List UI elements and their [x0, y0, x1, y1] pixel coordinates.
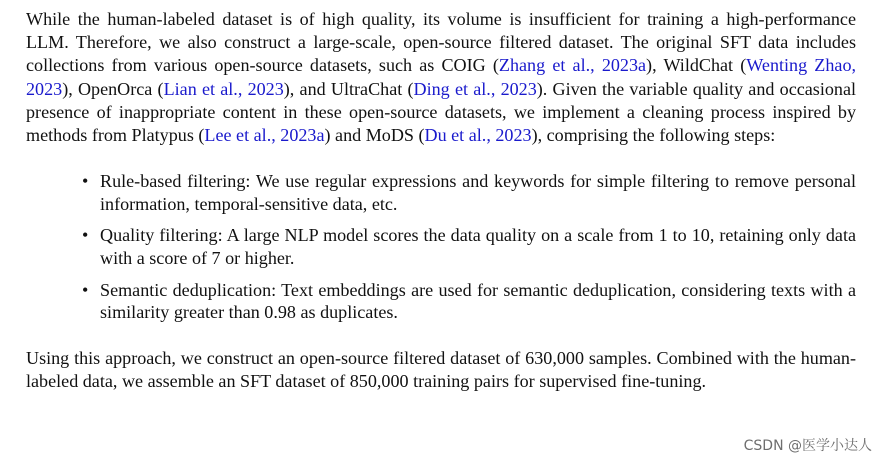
- citation-wenting-zhao-2023[interactable]: Wenting Zhao, 2023: [26, 55, 857, 99]
- list-item-quality-filtering: [82, 224, 856, 269]
- bullet-glyph: •: [82, 225, 89, 246]
- intro-text: ), OpenOrca (: [62, 78, 164, 99]
- citation-lee-2023a[interactable]: Lee et al., 2023a: [204, 125, 325, 146]
- csdn-watermark: CSDN @医学小达人: [743, 438, 872, 454]
- conclusion-paragraph: Using this approach, we construct an open-source filtered dataset of 630,000 samples. Combined with the human-labeled data, we assemble an SFT dataset of 850,000 training pairs for supervised fine-tuning.: [26, 347, 856, 391]
- intro-text: ). Given the variable quality and occasional presence of inappropriate content in these open-source datasets, we implement a cleaning process inspired by methods from Platypus (: [26, 78, 857, 146]
- intro-text: ), WildChat (: [646, 55, 747, 76]
- intro-text: ) and MoDS (: [324, 125, 425, 146]
- bullet-glyph: •: [82, 171, 89, 192]
- list-item-semantic-deduplication: [82, 279, 856, 324]
- intro-paragraph: [26, 8, 856, 147]
- list-item-text: Rule-based filtering: We use regular expressions and keywords for simple filtering to remove personal information, temporal-sensitive data, etc.: [100, 171, 856, 214]
- intro-text: While the human-labeled dataset is of high quality, its volume is insufficient for training a high-performance LLM. Therefore, we also construct a large-scale, open-source filtered dataset. The original SFT data includes collections from various open-source datasets, such as COIG (: [26, 9, 856, 76]
- citation-zhang-2023a[interactable]: Zhang et al., 2023a: [498, 55, 647, 76]
- cleaning-steps-list: [26, 170, 856, 324]
- intro-text: ), comprising the following steps:: [531, 125, 776, 146]
- paper-excerpt: [26, 8, 856, 393]
- citation-du-2023[interactable]: Du et al., 2023: [424, 125, 532, 146]
- list-item-text: Semantic deduplication: Text embeddings are used for semantic deduplication, considering texts with a similarity greater than 0.98 as duplicates.: [100, 279, 856, 323]
- list-item-rule-based-filtering: [82, 170, 856, 215]
- intro-text: ), and UltraChat (: [283, 78, 414, 99]
- citation-ding-2023[interactable]: Ding et al., 2023: [413, 78, 537, 99]
- bullet-glyph: •: [82, 279, 89, 300]
- list-item-text: Quality filtering: A large NLP model scores the data quality on a scale from 1 to 10, retaining only data with a score of 7 or higher.: [100, 225, 856, 268]
- citation-lian-2023[interactable]: Lian et al., 2023: [163, 78, 284, 99]
